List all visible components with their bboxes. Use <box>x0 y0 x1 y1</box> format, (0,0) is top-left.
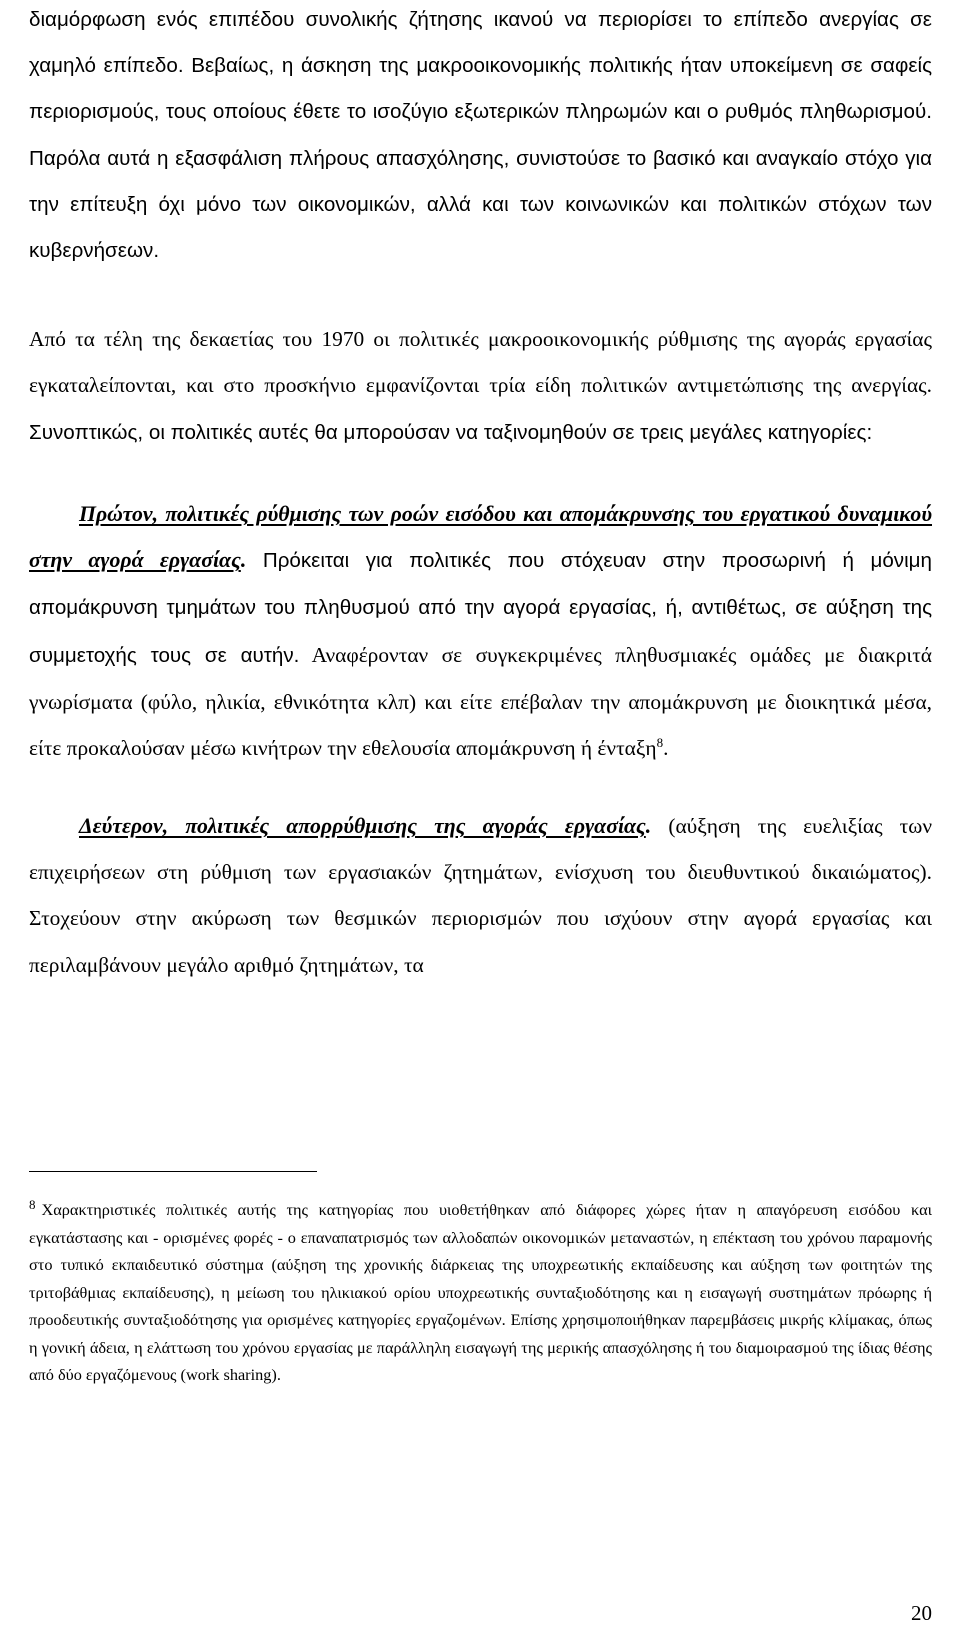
footnote-mark: 8 <box>29 1196 36 1212</box>
paragraph-text-serif: Από τα τέλη της δεκαετίας του 1970 οι πολιτικές μακροοικονομικής ρύθμισης της αγοράς εργασίας εγκαταλείπονται, και στο προσκήνιο εμφανίζονται τρία είδη πολιτικών αντιμετώπισης της ανεργίας. <box>29 327 932 398</box>
paragraph-text-serif: (αύξηση της ευελιξίας των επιχειρήσεων στη ρύθμιση των εργασιακών ζητημάτων, ενίσχυση του διευθυντικού δικαιώματος). Στοχεύουν στην ακύρωση των θεσμικών περιορισμών που ισχύουν στην αγορά εργασίας και περιλαμβάνουν μεγάλο αριθμό ζητημάτων, τα <box>29 814 932 977</box>
paragraph-second-category <box>29 803 932 988</box>
category-heading-second: Δεύτερον, πολιτικές απορρύθμισης της αγοράς εργασίας <box>79 814 646 838</box>
paragraph-text-serif: Αναφέρονταν σε συγκεκριμένες πληθυσμιακές ομάδες με διακριτά γνωρίσματα (φύλο, ηλικία, εθνικότητα κλπ) και είτε επέβαλαν την απομάκρυνση με διοικητικά μέσα, είτε προκαλούσαν μέσω κινήτρων την εθελουσία απομάκρυνση ή ένταξη <box>29 642 932 761</box>
category-heading-first: Πρώτον, πολιτικές ρύθμισης των ροών εισόδου και απομάκρυνσης του εργατικού δυναμικού στην αγορά εργασίας <box>29 502 932 573</box>
page-number: 20 <box>911 1601 932 1625</box>
paragraph-text-sans: Συνοπτικώς, οι πολιτικές αυτές θα μπορούσαν να ταξινομηθούν σε τρεις μεγάλες κατηγορίες: <box>29 421 873 445</box>
footnote-reference[interactable]: 8 <box>656 734 664 750</box>
paragraph-text: διαμόρφωση ενός επιπέδου συνολικής ζήτησης ικανού να περιορίσει το επίπεδο ανεργίας σε χαμηλό επίπεδο. Βεβαίως, η άσκηση της μακροοικονομικής πολιτικής ήταν υποκείμενη σε σαφείς περιορισμούς, τους οποίους έθετε το ισοζύγιο εξωτερικών πληρωμών και ο ρυθμός πληθωρισμού. Παρόλα αυτά η εξασφάλιση πλήρους απασχόλησης, συνιστούσε το βασικό και αναγκαίο στόχο για την επίτευξη όχι μόνο των οικονομικών, αλλά και των κοινωνικών και πολιτικών στόχων των κυβερνήσεων. <box>29 8 932 263</box>
footnote-text: Χαρακτηριστικές πολιτικές αυτής της κατηγορίας που υιοθετήθηκαν από διάφορες χώρες ήταν η απαγόρευση εισόδου και εγκατάστασης και - ορισμένες φορές - ο επαναπατρισμός των αλλοδαπών οικονομικών μεταναστών, η επέκταση του χρόνου παραμονής στο τυπικό εκπαιδευτικό σύστημα (αύξηση της χρονικής διάρκειας της υποχρεωτικής εκπαίδευσης και αύξηση των φοιτητών της τριτοβάθμιας εκπαίδευσης), η μείωση του ηλικιακού ορίου υποχρεωτικής συνταξιοδότησης και η εισαγωγή συστημάτων πρόωρης ή προοδευτικής συνταξιοδότησης για ορισμένες κατηγορίες εργαζομένων. Επίσης χρησιμοποιήθηκαν παρεμβάσεις μικρής κλίμακας, όπως η γονική άδεια, η ελάττωση του χρόνου εργασίας με παράλληλη εισαγωγή της μερικής απασχόλησης ή του διαμοιρασμού της ίδιας θέσης από δύο εργαζόμενους (work sharing). <box>29 1200 932 1384</box>
paragraph-text-sans: Πρόκειται για πολιτικές που στόχευαν στην προσωρινή ή μόνιμη απομάκρυνση τμημάτων του πληθυσμού από την αγορά εργασίας, ή, αντιθέτως, σε αύξηση της συμμετοχής τους σε αυτήν. <box>29 549 932 667</box>
footnote-separator <box>29 1171 317 1172</box>
paragraph-end: . <box>663 736 669 761</box>
category-heading-second-end: . <box>645 814 652 838</box>
paragraph-policy-shift <box>29 316 932 457</box>
category-heading-first-end: . <box>240 548 247 573</box>
paragraph-continuation <box>29 0 932 274</box>
footnote <box>29 1196 932 1389</box>
paragraph-first-category <box>29 491 932 771</box>
